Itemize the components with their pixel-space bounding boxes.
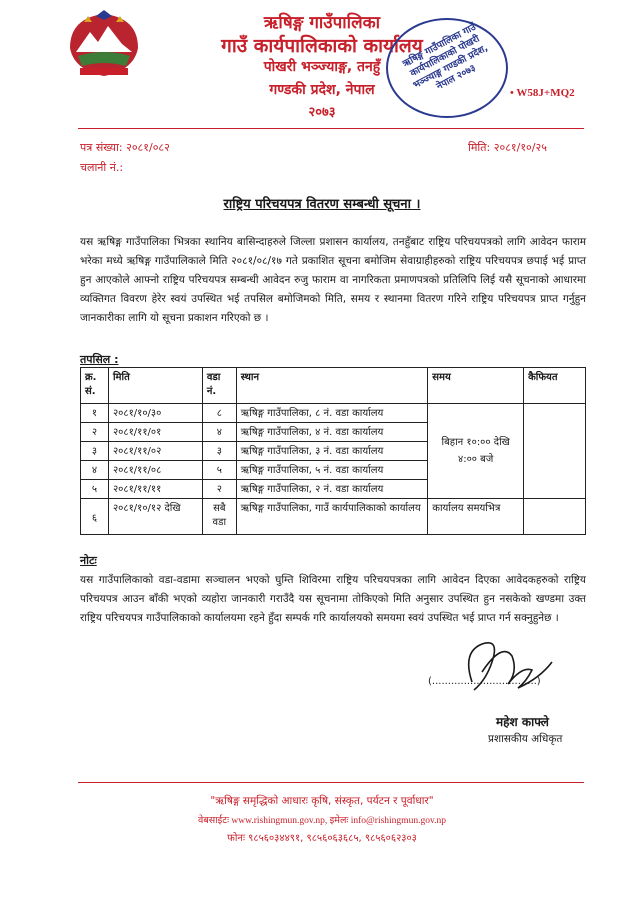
cell-sn: ४ [81,461,109,480]
header-divider [78,128,584,129]
cell-date: २०८१/१०/३० [108,404,202,423]
letter-number: पत्र संख्या: २०८१/०८२ [80,141,170,154]
footer-divider [78,782,584,783]
header-ward: वडा नं. [202,368,236,404]
cell-sn: १ [81,404,109,423]
cell-sn: ५ [81,480,109,499]
header-sn: क्र. सं. [81,368,109,404]
cell-ward: ५ [202,461,236,480]
table-row [81,404,586,423]
footer-phone-line [0,830,644,844]
cell-place: ऋषिङ्ग गाउँपालिका, ८ नं. वडा कार्यालय [236,404,428,423]
cell-remarks [524,499,586,535]
letter-date: मिति: २०८१/१०/२५ [468,141,547,154]
header-date: मिति [108,368,202,404]
email-label: इमेलः [329,816,349,826]
phone-numbers: ९८५६०३४४९१, ९८५६०६३६८५, ९८५६०६२३०३ [248,833,417,844]
header-remarks: कैफियत [524,368,586,404]
plus-code [510,87,575,99]
email-link[interactable]: info@rishingmun.gov.np [350,816,446,826]
letterhead-line3: पोखरी भञ्ज्याङ्ग, तनहुँ [263,59,381,75]
footer-slogan: "ऋषिङ्ग समृद्धिको आधारः कृषि, संस्कृत, पर्यटन र पूर्वाधार" [210,795,434,807]
subject-heading: राष्ट्रिय परिचयपत्र वितरण सम्बन्धी सूचना । [223,197,421,212]
cell-place: ऋषिङ्ग गाउँपालिका, २ नं. वडा कार्यालय [236,480,428,499]
cell-ward: ३ [202,442,236,461]
letterhead-line1: ऋषिङ्ग गाउँपालिका [263,13,381,33]
letterhead-line2: गाउँ कार्यपालिकाको कार्यालय [221,35,423,57]
cell-place: ऋषिङ्ग गाउँपालिका, ३ नं. वडा कार्यालय [236,442,428,461]
cell-ward: ८ [202,404,236,423]
letterhead-line5: २०७३ [308,105,336,120]
cell-date: २०८१/१०/१२ देखि [108,499,202,535]
signatory-name: महेश काफ्ले [496,715,549,729]
note-label: नोटः [80,554,97,567]
note-paragraph: यस गाउँपालिकाको वडा-वडामा सञ्चालन भएको घुम्ति शिविरमा राष्ट्रिय परिचयपत्रका लागि आवेदन दिएका आवेदकहरुको राष्ट्रिय परिचयपत्र आउन बाँकी भएको व्यहोरा जानकारी गराउँदै यस सूचनामा तोकिएको मिति अनुसार उपस्थित हुन नसकेको खण्डमा उक्त राष्ट्रिय परिचयपत्र गाउँपालिकाको कार्यालयमा रहने हुँदा सम्पर्क गरि कार्यालयको समयमा स्वयं उपस्थित भई प्राप्त गर्न सक्नुहुनेछ । [80,574,586,624]
cell-date: २०८१/११/११ [108,480,202,499]
cell-sn: ६ [81,499,109,535]
cell-shared-time [428,404,524,499]
cell-place: ऋषिङ्ग गाउँपालिका, गाउँ कार्यपालिकाको कार्यालय [236,499,428,535]
cell-date: २०८१/११/०८ [108,461,202,480]
stamp-text: ऋषिङ्ग गाउँपालिका गाउँ कार्यपालिकाको पोखरी भञ्ज्याङ्ग गण्डकी प्रदेश, नेपाल २०७३ [400,21,490,93]
phone-label: फोनः [227,833,245,844]
shared-time-text: बिहान १०:०० देखि ४:०० बजे [441,437,510,465]
table-header-row [81,368,586,404]
footer-contact-line [0,813,644,826]
dispatch-number: चलानी नं.: [80,161,124,174]
cell-remarks [524,404,586,499]
signature-scribble [452,632,562,702]
letterhead-line4: गण्डकी प्रदेश, नेपाल [269,82,375,98]
cell-ward: ४ [202,423,236,442]
cell-ward: २ [202,480,236,499]
header-place: स्थान [236,368,428,404]
office-stamp [386,18,508,118]
cell-place: ऋषिङ्ग गाउँपालिका, ४ नं. वडा कार्यालय [236,423,428,442]
website-label: वेबसाईटः [198,816,229,826]
header-time: समय [428,368,524,404]
cell-sn: ३ [81,442,109,461]
plus-code-bullet: • [510,87,514,99]
table-row [81,499,586,535]
schedule-label: तपसिल : [80,353,119,366]
distribution-schedule-table [80,367,586,535]
cell-time: कार्यालय समयभित्र [428,499,524,535]
signature-line: (.................................) [428,676,541,687]
cell-sn: २ [81,423,109,442]
website-link[interactable]: www.rishingmun.gov.np, [231,816,328,826]
plus-code-value: W58J+MQ2 [516,87,575,99]
cell-place: ऋषिङ्ग गाउँपालिका, ५ नं. वडा कार्यालय [236,461,428,480]
cell-date: २०८१/११/०१ [108,423,202,442]
cell-date: २०८१/११/०२ [108,442,202,461]
body-paragraph: यस ऋषिङ्ग गाउँपालिका भित्रका स्थानिय बासिन्दाहरुले जिल्ला प्रशासन कार्यालय, तनहुँबाट राष्ट्रिय परिचयपत्रको लागि आवेदन फाराम भरेका मध्ये ऋषिङ्ग गाउँपालिकाले मिति २०८१/०८/१७ गते प्रकाशित सूचना बमोजिम सेवाग्राहीहरुको राष्ट्रिय परिचयपत्र छपाई भई प्राप्त हुन आएकोले आफ्नो राष्ट्रिय परिचयपत्र सम्बन्धी आवेदन रुजु फाराम वा नागरिकता प्रमाणपत्रको प्रतिलिपि लिई यसै सूचनाको आधारमा व्यक्तिगत विवरण हेरेर स्वयं उपस्थित भई तपसिल बमोजिमको मिति, समय र स्थानमा वितरण गरिने राष्ट्रिय परिचयपत्र प्राप्त गर्नुहुन जानकारीका लागि यो सूचना प्रकाशन गरिएको छ । [80,236,586,324]
cell-ward: सबै वडा [202,499,236,535]
signatory-title: प्रशासकीय अधिकृत [488,733,563,745]
